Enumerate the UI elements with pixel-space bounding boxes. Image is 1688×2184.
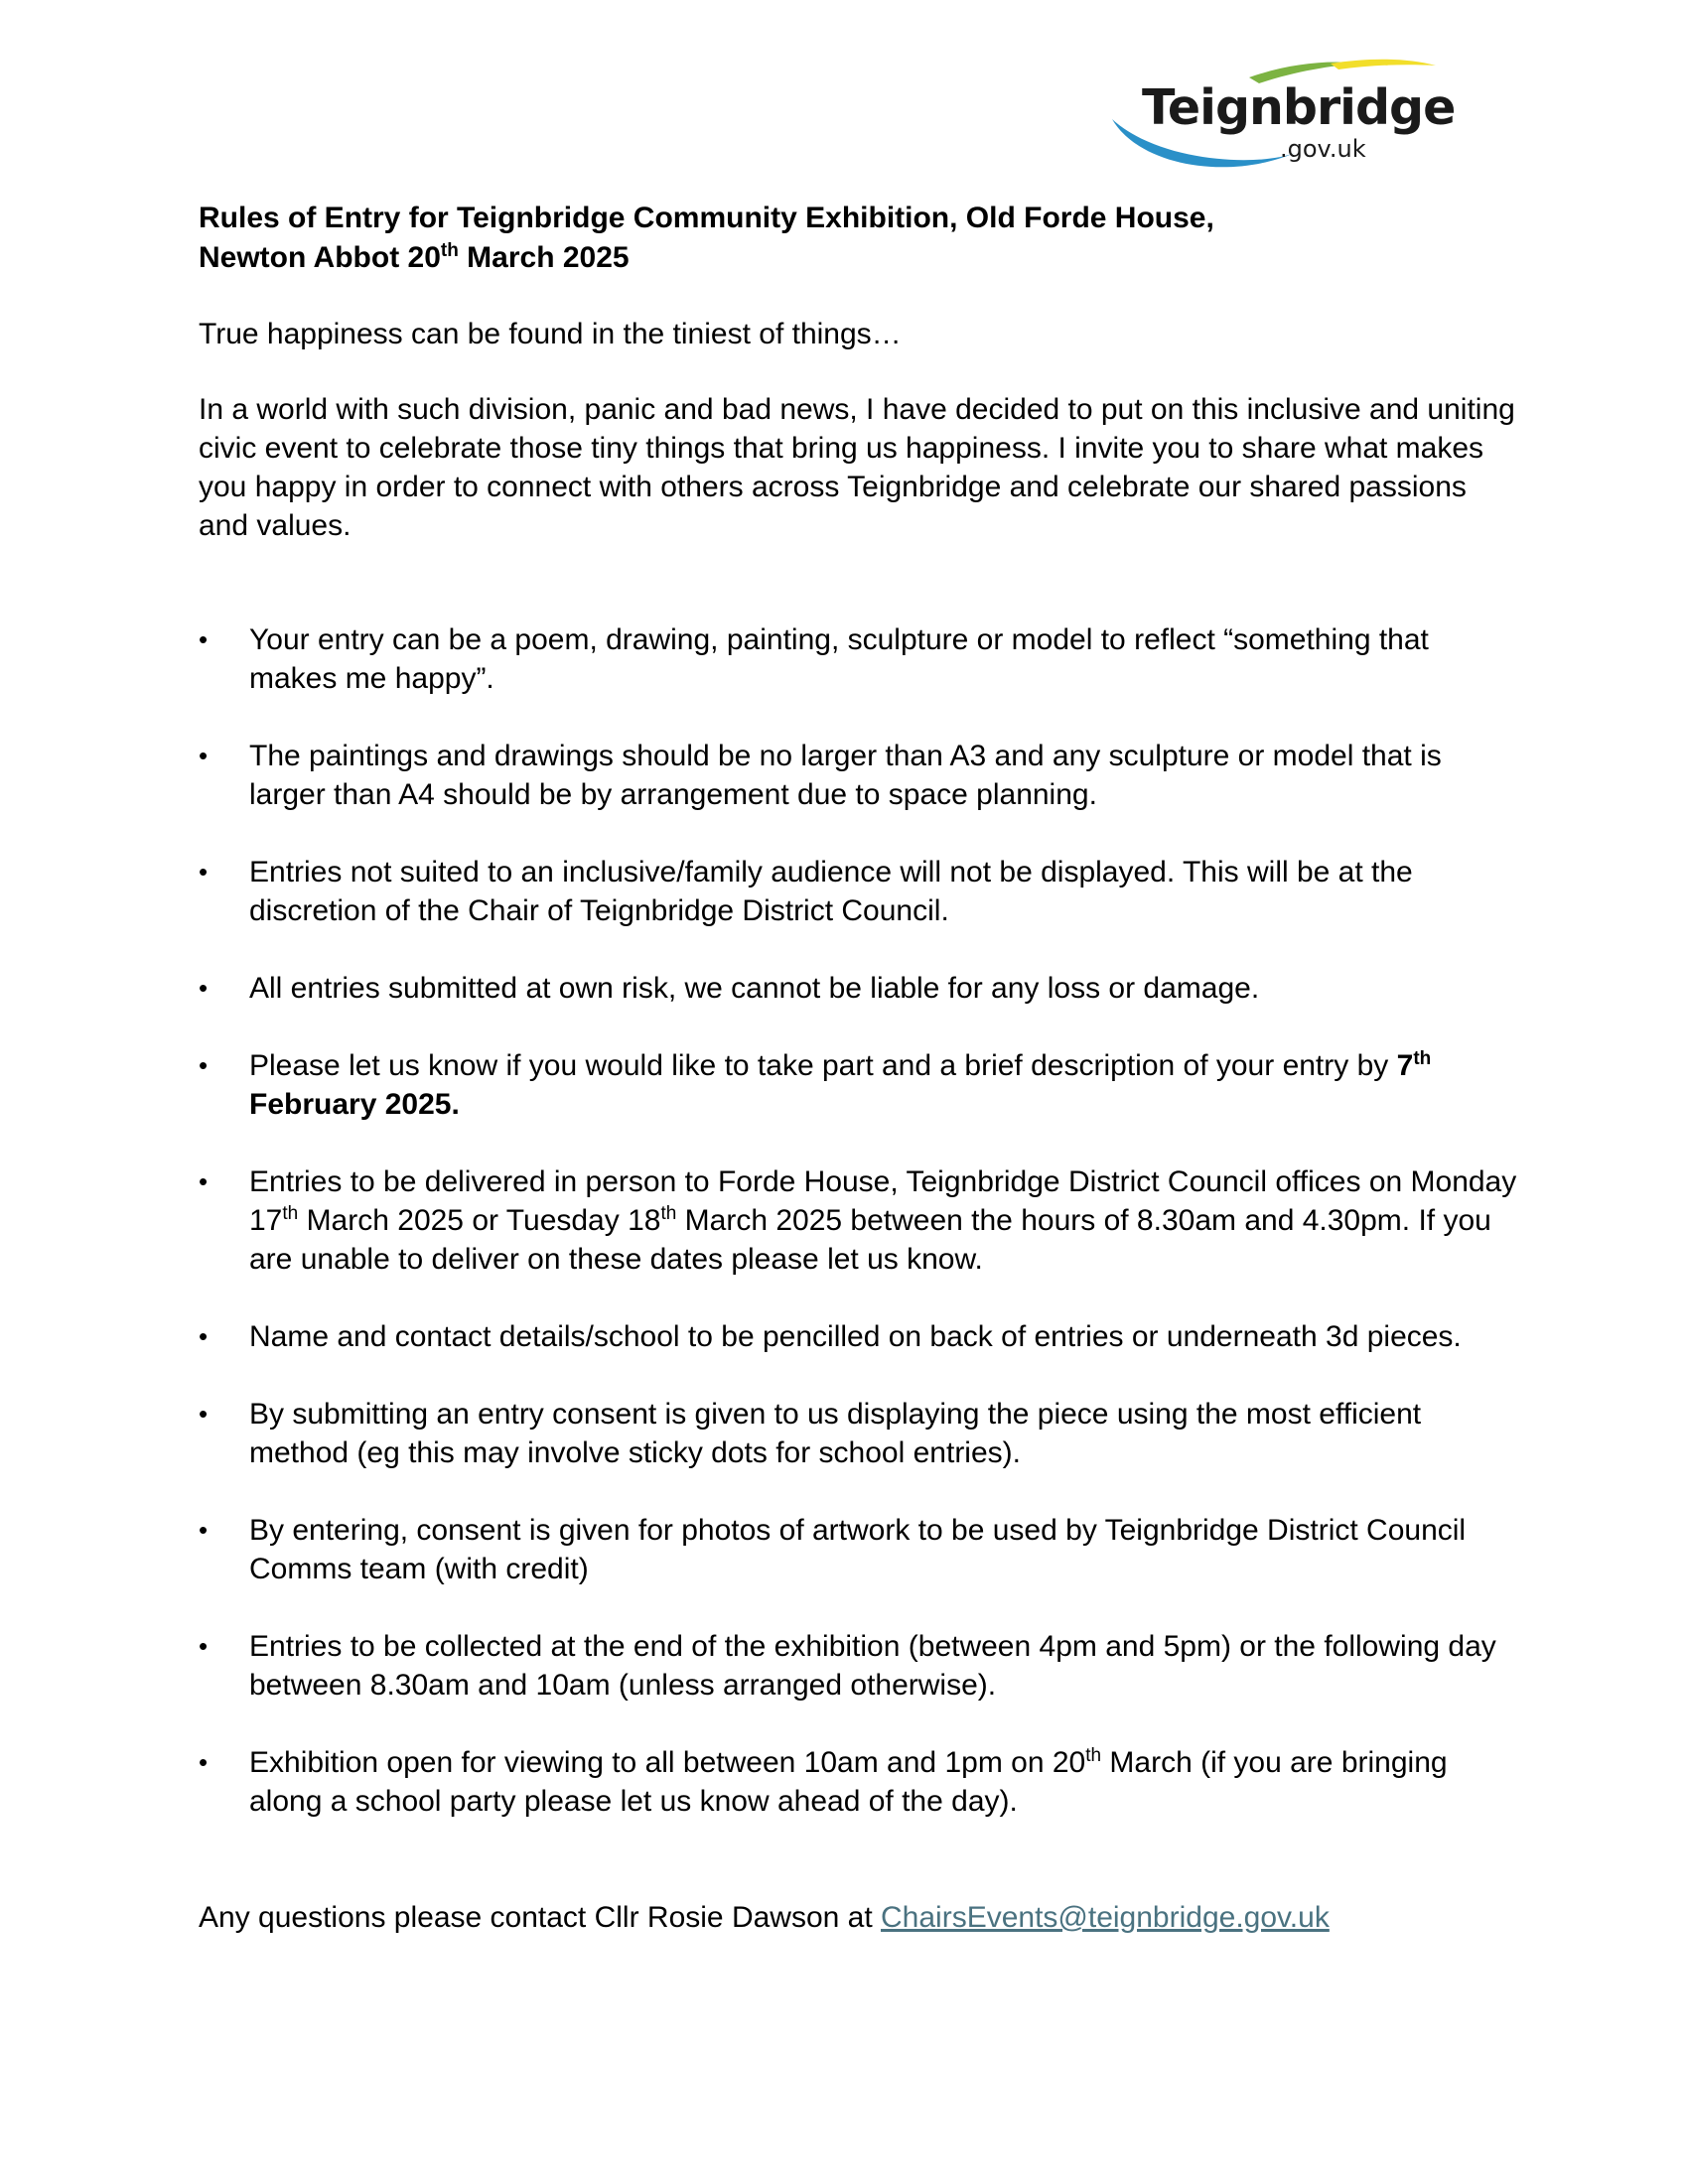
rule-text: Please let us know if you would like to take part and a brief description of your entry by 7th February 2025.: [249, 1048, 1432, 1121]
teignbridge-logo: [1100, 56, 1458, 175]
rule-item: [199, 737, 1519, 814]
bullet-icon: •: [199, 1050, 209, 1080]
bullet-icon: •: [199, 1515, 209, 1545]
bullet-icon: •: [199, 973, 209, 1003]
rule-text: Name and contact details/school to be pencilled on back of entries or underneath 3d pieces.: [249, 1320, 1462, 1353]
rule-item: [199, 1743, 1519, 1821]
rule-text: Entries not suited to an inclusive/family audience will not be displayed. This will be at the discretion of the Chair of Teignbridge District Council.: [249, 856, 1413, 927]
page-title: [199, 199, 1519, 278]
rule-item: [199, 1046, 1519, 1124]
contact-text: Any questions please contact Cllr Rosie Dawson at: [199, 1901, 882, 1934]
bullet-icon: •: [199, 1321, 209, 1351]
rule-item: [199, 620, 1519, 698]
bullet-icon: •: [199, 741, 209, 770]
rule-item: [199, 1162, 1519, 1279]
title-line-1: Rules of Entry for Teignbridge Community Exhibition, Old Forde House,: [199, 202, 1214, 234]
rule-item: [199, 1317, 1519, 1356]
logo-domain: .gov.uk: [1280, 135, 1366, 163]
rules-list: [199, 620, 1519, 1821]
bullet-icon: •: [199, 1399, 209, 1429]
rule-text: By entering, consent is given for photos of artwork to be used by Teignbridge District Council Comms team (with credit): [249, 1514, 1467, 1585]
document-body: [199, 199, 1519, 1937]
rule-item: [199, 1627, 1519, 1705]
logo-name: Teignbridge: [1142, 79, 1456, 136]
rule-text: All entries submitted at own risk, we cannot be liable for any loss or damage.: [249, 972, 1260, 1005]
tagline: True happiness can be found in the tiniest of things…: [199, 318, 902, 350]
rule-text: By submitting an entry consent is given to us displaying the piece using the most efficient method (eg this may involve sticky dots for school entries).: [249, 1398, 1422, 1469]
rule-text: Entries to be collected at the end of the exhibition (between 4pm and 5pm) or the following day between 8.30am and 10am (unless arranged otherwise).: [249, 1630, 1496, 1702]
contact-line: [199, 1898, 1519, 1937]
registration-deadline: 7th February 2025.: [249, 1048, 1432, 1121]
rule-text: Exhibition open for viewing to all between 10am and 1pm on 20th March (if you are bringing along a school party please let us know ahead of the day).: [249, 1745, 1448, 1818]
rule-text: The paintings and drawings should be no larger than A3 and any sculpture or model that is larger than A4 should be by arrangement due to space planning.: [249, 740, 1442, 811]
rule-item: [199, 1511, 1519, 1588]
contact-email-link[interactable]: ChairsEvents@teignbridge.gov.uk: [881, 1901, 1330, 1934]
bullet-icon: •: [199, 624, 209, 654]
title-line-2: Newton Abbot 20th March 2025: [199, 240, 630, 274]
intro-paragraph: In a world with such division, panic and bad news, I have decided to put on this inclusive and uniting civic event to celebrate those tiny things that bring us happiness. I invite you to share what makes you happy in order to connect with others across Teignbridge and celebrate our shared passions and values.: [199, 393, 1515, 542]
bullet-icon: •: [199, 857, 209, 887]
rule-text: Your entry can be a poem, drawing, painting, sculpture or model to reflect “something that makes me happy”.: [249, 623, 1429, 695]
rule-item: [199, 853, 1519, 930]
bullet-icon: •: [199, 1166, 209, 1196]
rule-text: Entries to be delivered in person to Forde House, Teignbridge District Council offices on Monday 17th March 2025 or Tuesday 18th March 2025 between the hours of 8.30am and 4.30pm. If you are unable to deliver on these dates please let us know.: [249, 1165, 1517, 1276]
rule-item: [199, 969, 1519, 1008]
rule-item: [199, 1395, 1519, 1472]
bullet-icon: •: [199, 1631, 209, 1661]
bullet-icon: •: [199, 1747, 209, 1777]
